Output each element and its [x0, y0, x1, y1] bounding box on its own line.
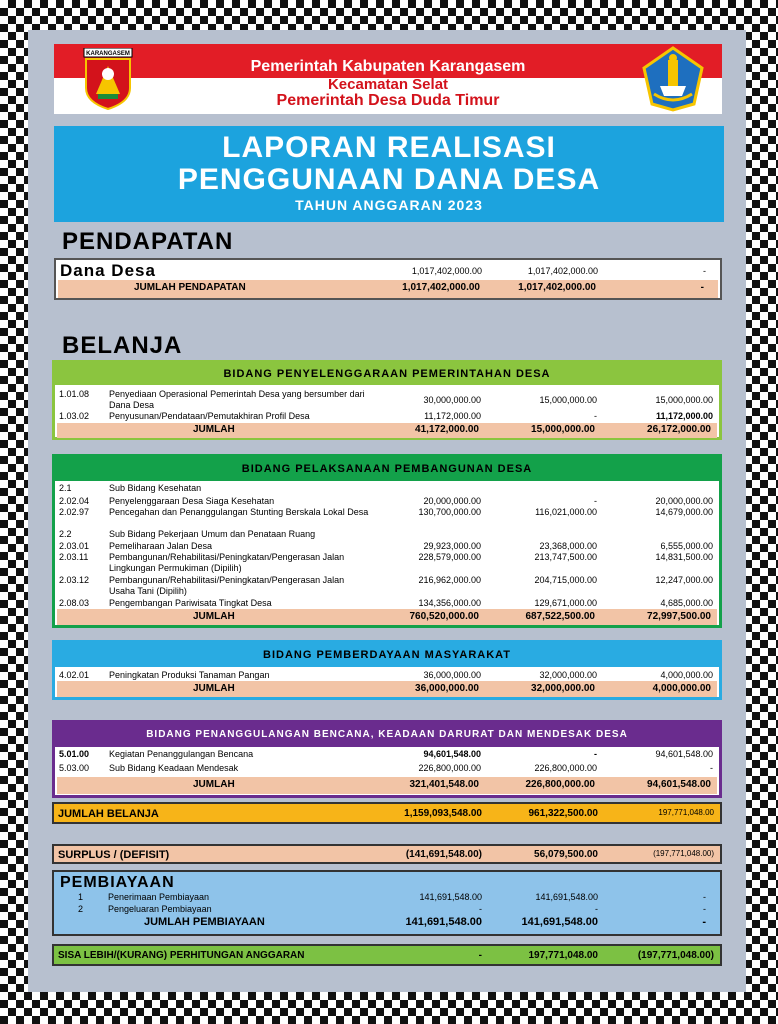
row-realisasi: 129,671,000.00	[534, 598, 597, 608]
row-sisa: -	[703, 892, 706, 902]
row-code: 2.08.03	[59, 598, 90, 608]
title-line-3: TAHUN ANGGARAN 2023	[295, 197, 483, 213]
section-title: BIDANG PELAKSANAAN PEMBANGUNAN DESA	[55, 457, 719, 481]
row-realisasi: 23,368,000.00	[539, 541, 597, 551]
surplus-sisa: (197,771,048.00)	[653, 849, 714, 858]
section-total-row	[57, 609, 717, 625]
row-anggaran: 226,800,000.00	[418, 763, 481, 773]
sisa-realisasi: 197,771,048.00	[528, 950, 598, 961]
pendapatan-heading: PENDAPATAN	[62, 228, 234, 255]
row-code: 4.02.01	[59, 670, 90, 680]
jumlah-pendapatan-v3: -	[700, 282, 704, 293]
row-realisasi: -	[594, 496, 597, 506]
row-realisasi: -	[595, 904, 598, 914]
row-anggaran: 134,356,000.00	[418, 598, 481, 608]
row-sisa: 20,000,000.00	[655, 496, 713, 506]
row-anggaran: 11,172,000.00	[424, 411, 481, 421]
row-realisasi: 226,800,000.00	[534, 763, 597, 773]
report-board	[28, 30, 746, 992]
row-anggaran: 36,000,000.00	[423, 670, 481, 680]
row-sisa: 94,601,548.00	[655, 749, 713, 759]
row-anggaran: 94,601,548.00	[423, 749, 481, 759]
jumlah-belanja-sisa: 197,771,048.00	[658, 808, 714, 817]
row-desc: Pembangunan/Rehabilitasi/Peningkatan/Pengerasan Jalan Usaha Tani (Dipilih)	[109, 575, 345, 596]
total-realisasi: 15,000,000.00	[531, 424, 595, 435]
row-realisasi: -	[594, 749, 597, 759]
bali-emblem-icon	[642, 46, 704, 112]
row-sisa: 4,685,000.00	[660, 598, 713, 608]
row-desc: Penyediaan Operasional Pemerintah Desa yang bersumber dari Dana Desa	[109, 389, 365, 410]
total-anggaran: 760,520,000.00	[409, 611, 479, 622]
row-code: 1.01.08	[59, 389, 90, 399]
row-anggaran: 130,700,000.00	[418, 507, 481, 517]
row-code: 1.03.02	[59, 411, 90, 421]
row-code: 2.2	[59, 529, 72, 539]
row-realisasi: 204,715,000.00	[534, 575, 597, 585]
row-desc: Penyelenggaraan Desa Siaga Kesehatan	[109, 496, 275, 506]
row-sisa: -	[703, 904, 706, 914]
total-label: JUMLAH	[193, 779, 235, 790]
title-line-2: PENGGUNAAN DANA DESA	[177, 163, 601, 196]
row-anggaran: 228,579,000.00	[418, 552, 481, 562]
sisa-row	[52, 944, 722, 966]
surplus-realisasi: 56,079,500.00	[534, 849, 598, 860]
pendapatan-sisa: -	[703, 266, 706, 276]
pendapatan-label: Dana Desa	[60, 261, 156, 280]
pendapatan-anggaran: 1,017,402,000.00	[411, 266, 482, 276]
pembiayaan-box	[52, 870, 722, 936]
section-pemberdayaan	[52, 640, 722, 700]
section-pembangunan	[52, 454, 722, 628]
pembiayaan-heading: PEMBIAYAAN	[60, 874, 175, 891]
header-line-1: Pemerintah Kabupaten Karangasem	[250, 58, 526, 75]
row-anggaran: 20,000,000.00	[423, 496, 481, 506]
total-realisasi: 687,522,500.00	[525, 611, 595, 622]
row-desc: Peningkatan Produksi Tanaman Pangan	[109, 670, 270, 680]
section-pemerintahan	[52, 360, 722, 440]
section-title: BIDANG PENYELENGGARAAN PEMERINTAHAN DESA	[55, 363, 719, 385]
row-code: 2.02.04	[59, 496, 90, 506]
row-sisa: 14,679,000.00	[655, 507, 713, 517]
jumlah-pembiayaan-label: JUMLAH PEMBIAYAAN	[144, 916, 265, 928]
row-code: 2.03.01	[59, 541, 90, 551]
header-line-3: Pemerintah Desa Duda Timur	[276, 92, 500, 109]
belanja-heading: BELANJA	[62, 332, 183, 359]
header-line-2: Kecamatan Selat	[327, 76, 449, 93]
row-anggaran: 216,962,000.00	[418, 575, 481, 585]
jumlah-pendapatan-row	[58, 280, 718, 298]
row-code: 5.03.00	[59, 763, 90, 773]
total-realisasi: 226,800,000.00	[525, 779, 595, 790]
row-number: 1	[78, 892, 84, 902]
total-anggaran: 36,000,000.00	[415, 683, 479, 694]
row-realisasi: 116,021,000.00	[535, 507, 597, 517]
total-label: JUMLAH	[193, 424, 235, 435]
row-sisa: 4,000,000.00	[660, 670, 713, 680]
row-sisa: 15,000,000.00	[655, 395, 713, 405]
pendapatan-realisasi: 1,017,402,000.00	[527, 266, 598, 276]
surplus-anggaran: (141,691,548.00)	[405, 849, 482, 860]
jumlah-belanja-row	[52, 802, 722, 824]
row-code: 2.03.11	[59, 552, 89, 562]
sisa-anggaran: -	[478, 950, 482, 961]
total-sisa: 94,601,548.00	[647, 779, 711, 790]
total-sisa: 72,997,500.00	[647, 611, 711, 622]
row-number: 2	[78, 904, 84, 914]
row-code: 5.01.00	[59, 749, 90, 759]
row-sisa: 12,247,000.00	[655, 575, 713, 585]
jumlah-belanja-label: JUMLAH BELANJA	[58, 808, 159, 820]
row-desc: Pengembangan Pariwisata Tingkat Desa	[109, 598, 272, 608]
jumlah-pembiayaan-sisa: -	[702, 916, 706, 928]
section-total-row	[57, 423, 717, 438]
pendapatan-box	[54, 258, 722, 300]
row-code: 2.1	[59, 483, 72, 493]
row-sisa: -	[710, 763, 713, 773]
jumlah-belanja-realisasi: 961,322,500.00	[528, 808, 598, 819]
row-code: 2.03.12	[59, 575, 90, 585]
pendapatan-row	[56, 261, 720, 281]
row-sisa: 14,831,500.00	[655, 552, 713, 562]
report-title-box	[54, 126, 724, 222]
row-anggaran: 141,691,548.00	[419, 892, 482, 902]
sisa-sisa: (197,771,048.00)	[637, 950, 714, 961]
total-label: JUMLAH	[193, 683, 235, 694]
row-label: Pengeluaran Pembiayaan	[108, 904, 212, 914]
row-anggaran: 30,000,000.00	[423, 395, 481, 405]
row-desc: Kegiatan Penanggulangan Bencana	[109, 749, 254, 759]
total-sisa: 26,172,000.00	[647, 424, 711, 435]
section-title: BIDANG PENANGGULANGAN BENCANA, KEADAAN DARURAT DAN MENDESAK DESA	[55, 723, 719, 747]
jumlah-belanja-anggaran: 1,159,093,548.00	[404, 808, 482, 819]
row-sisa: 6,555,000.00	[660, 541, 713, 551]
row-realisasi: 15,000,000.00	[539, 395, 597, 405]
sisa-label: SISA LEBIH/(KURANG) PERHITUNGAN ANGGARAN	[58, 950, 305, 961]
row-sisa: 11,172,000.00	[655, 411, 713, 421]
header-banner	[54, 44, 722, 114]
jumlah-pembiayaan-anggaran: 141,691,548.00	[405, 916, 482, 928]
total-anggaran: 41,172,000.00	[415, 424, 479, 435]
row-desc: Pembangunan/Rehabilitasi/Peningkatan/Pengerasan Jalan Lingkungan Permukiman (Dipilih)	[109, 552, 345, 573]
row-desc: Pencegahan dan Penanggulangan Stunting Berskala Lokal Desa	[109, 507, 369, 517]
row-desc: Sub Bidang Keadaan Mendesak	[109, 763, 239, 773]
total-realisasi: 32,000,000.00	[531, 683, 595, 694]
section-total-row	[57, 777, 717, 794]
row-realisasi: 213,747,500.00	[534, 552, 597, 562]
row-realisasi: -	[594, 411, 597, 421]
section-total-row	[57, 681, 717, 697]
row-desc: Penyusunan/Pendataan/Pemutakhiran Profil Desa	[109, 411, 310, 421]
surplus-label: SURPLUS / (DEFISIT)	[58, 849, 170, 861]
total-sisa: 4,000,000.00	[652, 683, 711, 694]
row-anggaran: 29,923,000.00	[423, 541, 481, 551]
row-desc: Sub Bidang Pekerjaan Umum dan Penataan Ruang	[109, 529, 316, 539]
title-line-1: LAPORAN REALISASI	[222, 131, 556, 164]
row-desc: Pemeliharaan Jalan Desa	[109, 541, 213, 551]
row-code: 2.02.97	[59, 507, 90, 517]
jumlah-pembiayaan-realisasi: 141,691,548.00	[521, 916, 598, 928]
row-realisasi: 141,691,548.00	[535, 892, 598, 902]
section-bencana	[52, 720, 722, 798]
total-label: JUMLAH	[193, 611, 235, 622]
jumlah-pendapatan-v2: 1,017,402,000.00	[518, 282, 596, 293]
jumlah-pendapatan-label: JUMLAH PENDAPATAN	[134, 282, 246, 293]
row-label: Penerimaan Pembiayaan	[108, 892, 210, 902]
row-realisasi: 32,000,000.00	[539, 670, 597, 680]
total-anggaran: 321,401,548.00	[409, 779, 479, 790]
emblem-left-text: KARANGASEM	[86, 51, 130, 57]
row-desc: Sub Bidang Kesehatan	[109, 483, 202, 493]
surplus-row	[52, 844, 722, 864]
row-anggaran: -	[479, 904, 482, 914]
jumlah-pendapatan-v1: 1,017,402,000.00	[402, 282, 480, 293]
section-title: BIDANG PEMBERDAYAAN MASYARAKAT	[55, 643, 719, 667]
